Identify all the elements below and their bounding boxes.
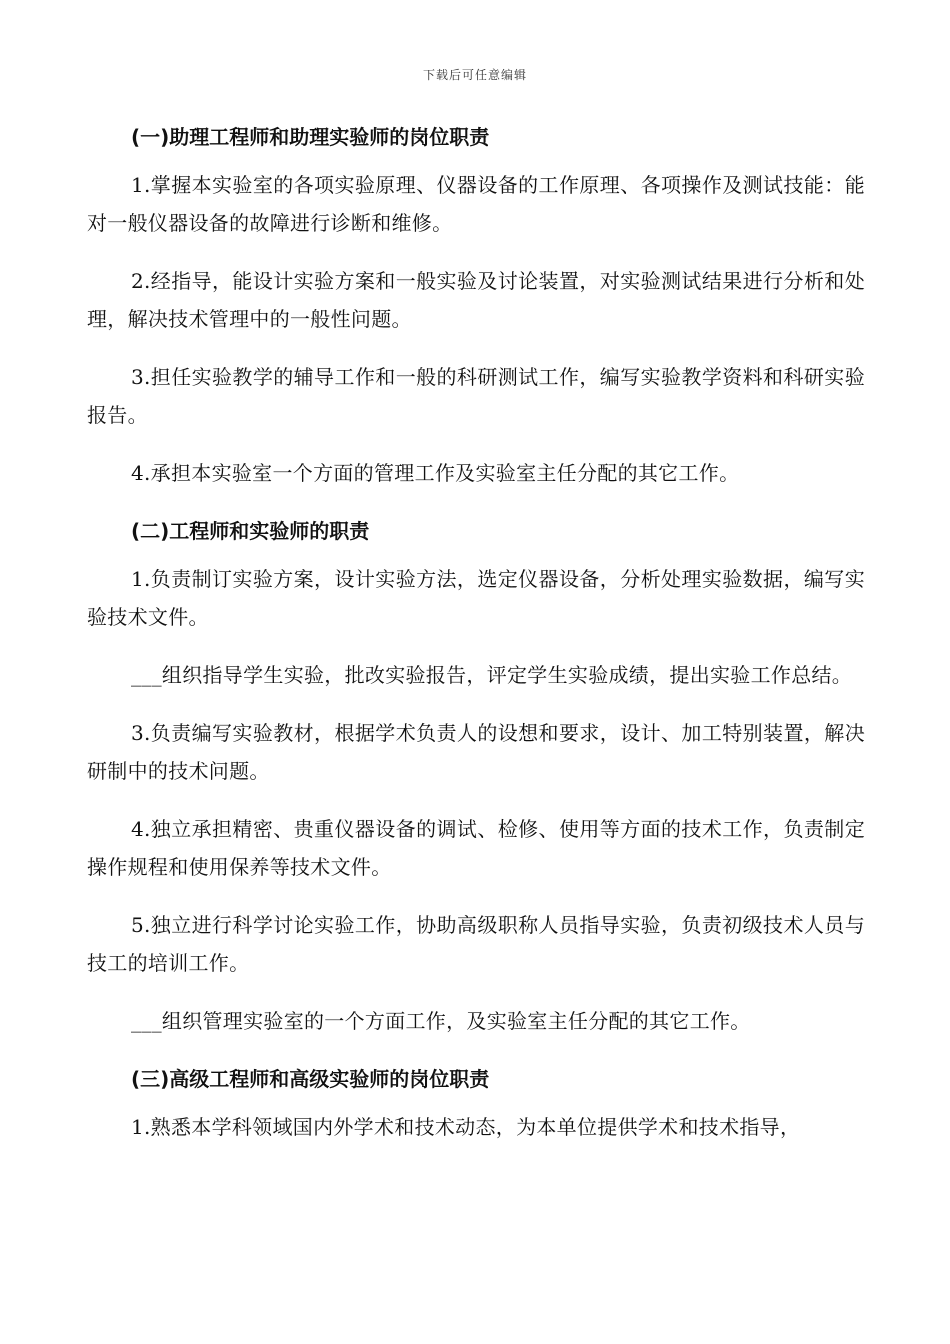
paragraph: 1.掌握本实验室的各项实验原理、仪器设备的工作原理、各项操作及测试技能：能对一般仪器设备的故障进行诊断和维修。	[87, 173, 865, 235]
section-3	[87, 1060, 865, 1146]
section-heading: (三)高级工程师和高级实验师的岗位职责	[131, 1067, 490, 1091]
paragraph: 3.担任实验教学的辅导工作和一般的科研测试工作，编写实验教学资料和科研实验报告。	[87, 365, 865, 427]
paragraph: 4.独立承担精密、贵重仪器设备的调试、检修、使用等方面的技术工作，负责制定操作规程和使用保养等技术文件。	[87, 817, 865, 879]
paragraph: 5.独立进行科学讨论实验工作，协助高级职称人员指导实验，负责初级技术人员与技工的培训工作。	[87, 913, 865, 975]
paragraph: ___组织管理实验室的一个方面工作，及实验室主任分配的其它工作。	[131, 1009, 751, 1033]
section-1	[87, 118, 865, 492]
section-heading: (二)工程师和实验师的职责	[131, 519, 370, 543]
page-header: 下载后可任意编辑	[422, 68, 527, 82]
section-heading: (一)助理工程师和助理实验师的岗位职责	[131, 125, 490, 149]
paragraph: 4.承担本实验室一个方面的管理工作及实验室主任分配的其它工作。	[131, 461, 740, 485]
section-2	[87, 512, 865, 1040]
paragraph: 1.熟悉本学科领域国内外学术和技术动态，为本单位提供学术和技术指导，	[131, 1115, 801, 1139]
paragraph: 1.负责制订实验方案，设计实验方法，选定仪器设备，分析处理实验数据，编写实验技术文件。	[87, 567, 865, 629]
paragraph: ___组织指导学生实验，批改实验报告，评定学生实验成绩，提出实验工作总结。	[131, 663, 853, 687]
document-body	[87, 118, 865, 1166]
paragraph: 2.经指导，能设计实验方案和一般实验及讨论装置，对实验测试结果进行分析和处理，解决技术管理中的一般性问题。	[87, 269, 865, 331]
paragraph: 3.负责编写实验教材，根据学术负责人的设想和要求，设计、加工特别装置，解决研制中的技术问题。	[87, 721, 865, 783]
